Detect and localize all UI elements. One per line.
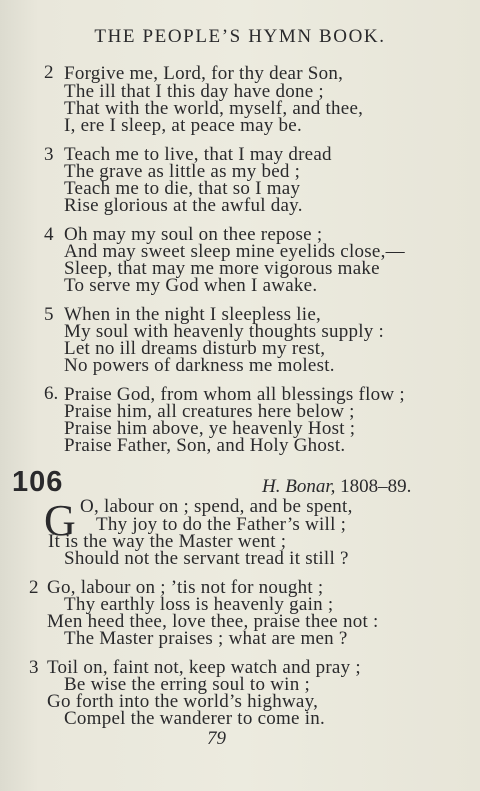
hymn-number: 106 (12, 466, 64, 498)
verse-line: Teach me to live, that I may dread (64, 144, 332, 165)
verse-line: That with the world, myself, and thee, (64, 98, 364, 119)
verse-line: The ill that I this day have done ; (64, 81, 324, 102)
verse-number: 5 (44, 304, 54, 325)
verse-line: Praise him, all creatures here below ; (64, 401, 355, 422)
verse-line: Be wise the erring soul to win ; (64, 674, 310, 695)
verse-line: Should not the servant tread it still ? (64, 548, 349, 569)
verse-number: 3 (44, 144, 54, 165)
verse-line: Sleep, that may me more vigorous make (64, 258, 380, 279)
author-attribution (262, 476, 411, 498)
verse-line: Let no ill dreams disturb my rest, (64, 338, 326, 359)
verse-line: Oh may my soul on thee repose ; (64, 224, 323, 245)
verse-line: Compel the wanderer to come in. (64, 708, 326, 729)
verse-line: The Master praises ; what are men ? (64, 628, 348, 649)
verse-line: Praise God, from whom all blessings flow ; (64, 384, 405, 405)
verse-line: My soul with heavenly thoughts supply : (64, 321, 385, 342)
verse-number: 6. (44, 383, 59, 404)
verse-line: Thy joy to do the Father’s will ; (96, 514, 347, 535)
verse-line: Teach me to die, that so I may (64, 178, 301, 199)
verse-line: Men heed thee, love thee, praise thee not : (47, 611, 379, 632)
verse-line: The grave as little as my bed ; (64, 161, 301, 182)
verse-line: Forgive me, Lord, for thy dear Son, (64, 63, 344, 84)
verse-line: Thy earthly loss is heavenly gain ; (64, 594, 334, 615)
verse-line: Go forth into the world’s highway, (47, 691, 319, 712)
verse-number: 2 (44, 62, 54, 83)
verse-line: Rise glorious at the awful day. (64, 195, 303, 216)
verse-number: 2 (29, 577, 39, 598)
verse-line: It is the way the Master went ; (48, 531, 287, 552)
verse-line: O, labour on ; spend, and be spent, (80, 496, 353, 517)
verse-number: 3 (29, 657, 39, 678)
verse-line: Praise him above, ye heavenly Host ; (64, 418, 356, 439)
verse-line: Go, labour on ; ’tis not for nought ; (47, 577, 324, 598)
verse-line: And may sweet sleep mine eyelids close,— (64, 241, 405, 262)
verse-number: 4 (44, 224, 54, 245)
author-name: H. Bonar, (262, 476, 336, 497)
author-dates: 1808–89. (340, 476, 412, 497)
verse-line: Praise Father, Son, and Holy Ghost. (64, 435, 346, 456)
verse-line: To serve my God when I awake. (64, 275, 318, 296)
verse-line: When in the night I sleepless lie, (64, 304, 322, 325)
verse-line: No powers of darkness me molest. (64, 355, 335, 376)
running-header: THE PEOPLE’S HYMN BOOK. (94, 26, 386, 47)
page-number: 79 (207, 728, 226, 749)
verse-line: Toil on, faint not, keep watch and pray ; (47, 657, 361, 678)
verse-line: I, ere I sleep, at peace may be. (64, 115, 302, 136)
drop-cap: G (44, 496, 76, 545)
